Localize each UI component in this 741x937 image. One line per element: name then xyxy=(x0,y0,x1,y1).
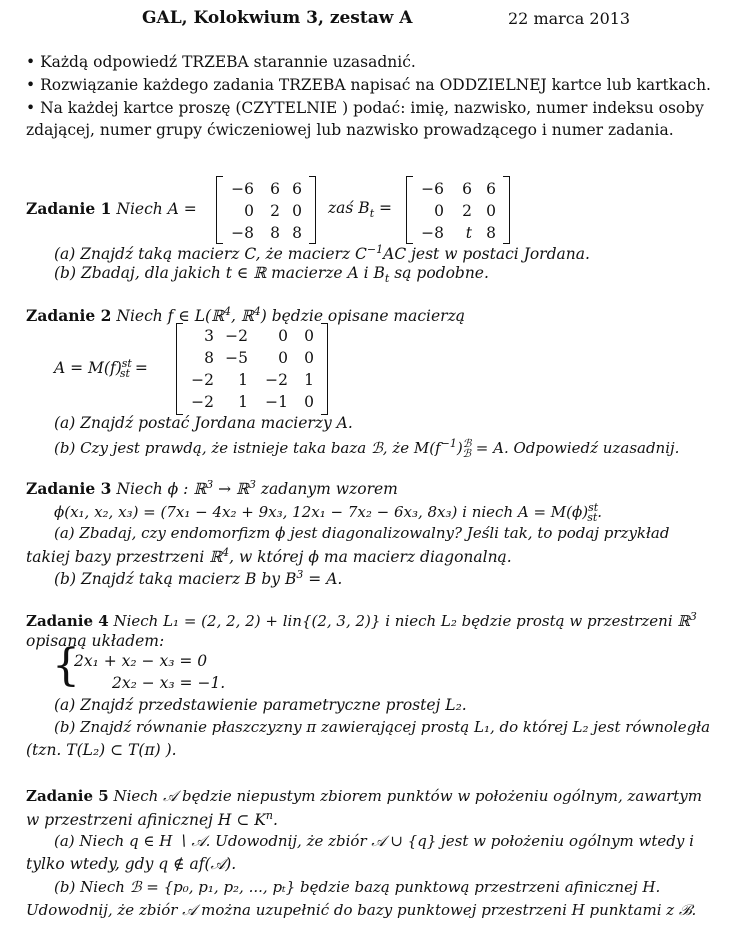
task-5-part-b-line-2: Udowodnij, że zbiór 𝒜 można uzupełnić do bazy punktowej przestrzeni H punktami z ℬ. xyxy=(26,901,697,919)
matrix-cell: −5 xyxy=(225,349,248,367)
task-5-intro-1: Niech 𝒜 będzie niepustym zbiorem punktów w położeniu ogólnym, zawartym xyxy=(113,787,703,805)
matrix-cell: 0 xyxy=(304,327,314,345)
task-3-part-a-line-2: takiej bazy przestrzeni ℝ$^4$, w której ϕ ma macierz diagonalną. xyxy=(26,546,512,567)
task-1-part-b: (b) Zbadaj, dla jakich t ∈ ℝ macierze A i $B_t$ są podobne. xyxy=(54,264,489,286)
matrix-cell: 1 xyxy=(304,371,314,389)
matrix-cell: 8 xyxy=(486,224,496,242)
task-5-intro-2: w przestrzeni afinicznej H ⊂ $K^n$. xyxy=(26,809,278,830)
task-2-label: Zadanie 2 xyxy=(26,306,112,326)
task-1-label: Zadanie 1 xyxy=(26,199,112,218)
task-4-part-b-line-1: (b) Znajdź równanie płaszczyzny π zawierającej prostą L₁, do której L₂ jest równoległa xyxy=(54,718,711,736)
task-1-intro-b: zaś $B_t$ = xyxy=(328,199,393,221)
matrix-cell: 6 xyxy=(270,180,280,198)
task-4-equation-2: 2x₂ − x₃ = −1. xyxy=(112,674,226,692)
matrix-cell: 0 xyxy=(304,393,314,411)
instruction-1: • Każdą odpowiedź TRZEBA starannie uzasadnić. xyxy=(26,53,416,71)
matrix-cell: t xyxy=(465,224,472,242)
matrix-cell: −8 xyxy=(231,224,254,242)
matrix-cell: −2 xyxy=(265,371,288,389)
task-2-part-b: (b) Czy jest prawdą, że istnieje taka baza ℬ, że $M(f^{-1})^ℬ_ℬ = A$. Odpowiedź uzasadnij. xyxy=(54,437,680,460)
exam-title: GAL, Kolokwium 3, zestaw A xyxy=(142,8,413,28)
matrix-cell: 8 xyxy=(292,224,302,242)
matrix-cell: 6 xyxy=(462,180,472,198)
task-3-formula: ϕ(x₁, x₂, x₃) = (7x₁ − 4x₂ + 9x₃, 12x₁ − 7x₂ − 6x₃, 8x₃) i niech $A = M(\phi)^{st}_{st}$. xyxy=(54,501,603,524)
task-1-intro-a: Niech A = xyxy=(116,200,197,218)
matrix-cell: 0 xyxy=(486,202,496,220)
matrix-cell: 3 xyxy=(204,327,214,345)
matrix-cell: 1 xyxy=(238,371,248,389)
task-5-part-b-line-1: (b) Niech ℬ = {p₀, p₁, p₂, ..., pₜ} będzie bazą punktową przestrzeni afinicznej H. xyxy=(54,878,661,896)
instruction-2: • Rozwiązanie każdego zadania TRZEBA napisać na ODDZIELNEJ kartce lub kartkach. xyxy=(26,76,711,94)
matrix-cell: 0 xyxy=(278,349,288,367)
task-4-heading: Zadanie 4 Niech L₁ = (2, 2, 2) + lin{(2, 3, 2)} i niech L₂ będzie prostą w przestrzeni ℝ$^3$ xyxy=(26,610,697,630)
matrix-cell: 8 xyxy=(270,224,280,242)
task-5-part-a-line-2: tylko wtedy, gdy q ∉ af(𝒜). xyxy=(26,855,237,873)
matrix-cell: 0 xyxy=(292,202,302,220)
instruction-4: zdającej, numer grupy ćwiczeniowej lub nazwisko prowadzącego i numer zadania. xyxy=(26,121,674,139)
matrix-cell: −6 xyxy=(231,180,254,198)
matrix-cell: 0 xyxy=(244,202,254,220)
task-1-matrix-b xyxy=(406,176,510,244)
task-5-heading xyxy=(26,787,702,806)
matrix-cell: 2 xyxy=(270,202,280,220)
task-4-part-b-line-2: (tzn. T(L₂) ⊂ T(π) ). xyxy=(26,741,177,759)
matrix-cell: −2 xyxy=(225,327,248,345)
matrix-cell: 0 xyxy=(434,202,444,220)
task-4-intro-2: opisaną układem: xyxy=(26,632,165,650)
task-2-part-a: (a) Znajdź postać Jordana macierzy A. xyxy=(54,414,353,432)
task-3-label: Zadanie 3 xyxy=(26,479,112,499)
task-3-part-b: (b) Znajdź taką macierz B by $B^3 = A$. xyxy=(54,568,343,589)
task-4-part-a: (a) Znajdź przedstawienie parametryczne prostej L₂. xyxy=(54,696,467,714)
task-4-equation-1: 2x₁ + x₂ − x₃ = 0 xyxy=(74,652,208,670)
matrix-cell: 0 xyxy=(304,349,314,367)
task-4-label: Zadanie 4 xyxy=(26,612,109,630)
task-5-label: Zadanie 5 xyxy=(26,787,109,805)
system-brace: { xyxy=(52,640,80,691)
task-5-part-a-line-1: (a) Niech q ∈ H ∖ 𝒜. Udowodnij, że zbiór 𝒜 ∪ {q} jest w położeniu ogólnym wtedy i xyxy=(54,832,694,850)
matrix-cell: −2 xyxy=(191,371,214,389)
task-3-part-a-line-1: (a) Zbadaj, czy endomorfizm ϕ jest diagonalizowalny? Jeśli tak, to podaj przykład xyxy=(54,524,670,542)
task-2-matrix xyxy=(176,323,328,415)
matrix-cell: −1 xyxy=(265,393,288,411)
instruction-3: • Na każdej kartce proszę (CZYTELNIE ) podać: imię, nazwisko, numer indeksu osoby xyxy=(26,99,704,117)
matrix-cell: 6 xyxy=(486,180,496,198)
task-2-lhs: $A = M(f)^{st}_{st}$ = xyxy=(54,357,148,381)
task-1-heading xyxy=(26,199,197,219)
task-2-heading: Zadanie 2 Niech f ∈ L(ℝ$^4$, ℝ$^4$) będzie opisane macierzą xyxy=(26,305,465,326)
matrix-cell: 8 xyxy=(204,349,214,367)
matrix-cell: −2 xyxy=(191,393,214,411)
task-1-part-a: (a) Znajdź taką macierz C, że macierz $C^{-1}AC$ jest w postaci Jordana. xyxy=(54,243,590,264)
matrix-cell: 6 xyxy=(292,180,302,198)
matrix-cell: 2 xyxy=(462,202,472,220)
task-1-matrix-a xyxy=(216,176,316,244)
matrix-cell: −6 xyxy=(421,180,444,198)
matrix-cell: 0 xyxy=(278,327,288,345)
task-3-heading: Zadanie 3 Niech ϕ : ℝ$^3$ → ℝ$^3$ zadanym wzorem xyxy=(26,478,398,499)
matrix-cell: 1 xyxy=(238,393,248,411)
matrix-cell: −8 xyxy=(421,224,444,242)
exam-date: 22 marca 2013 xyxy=(508,9,631,28)
